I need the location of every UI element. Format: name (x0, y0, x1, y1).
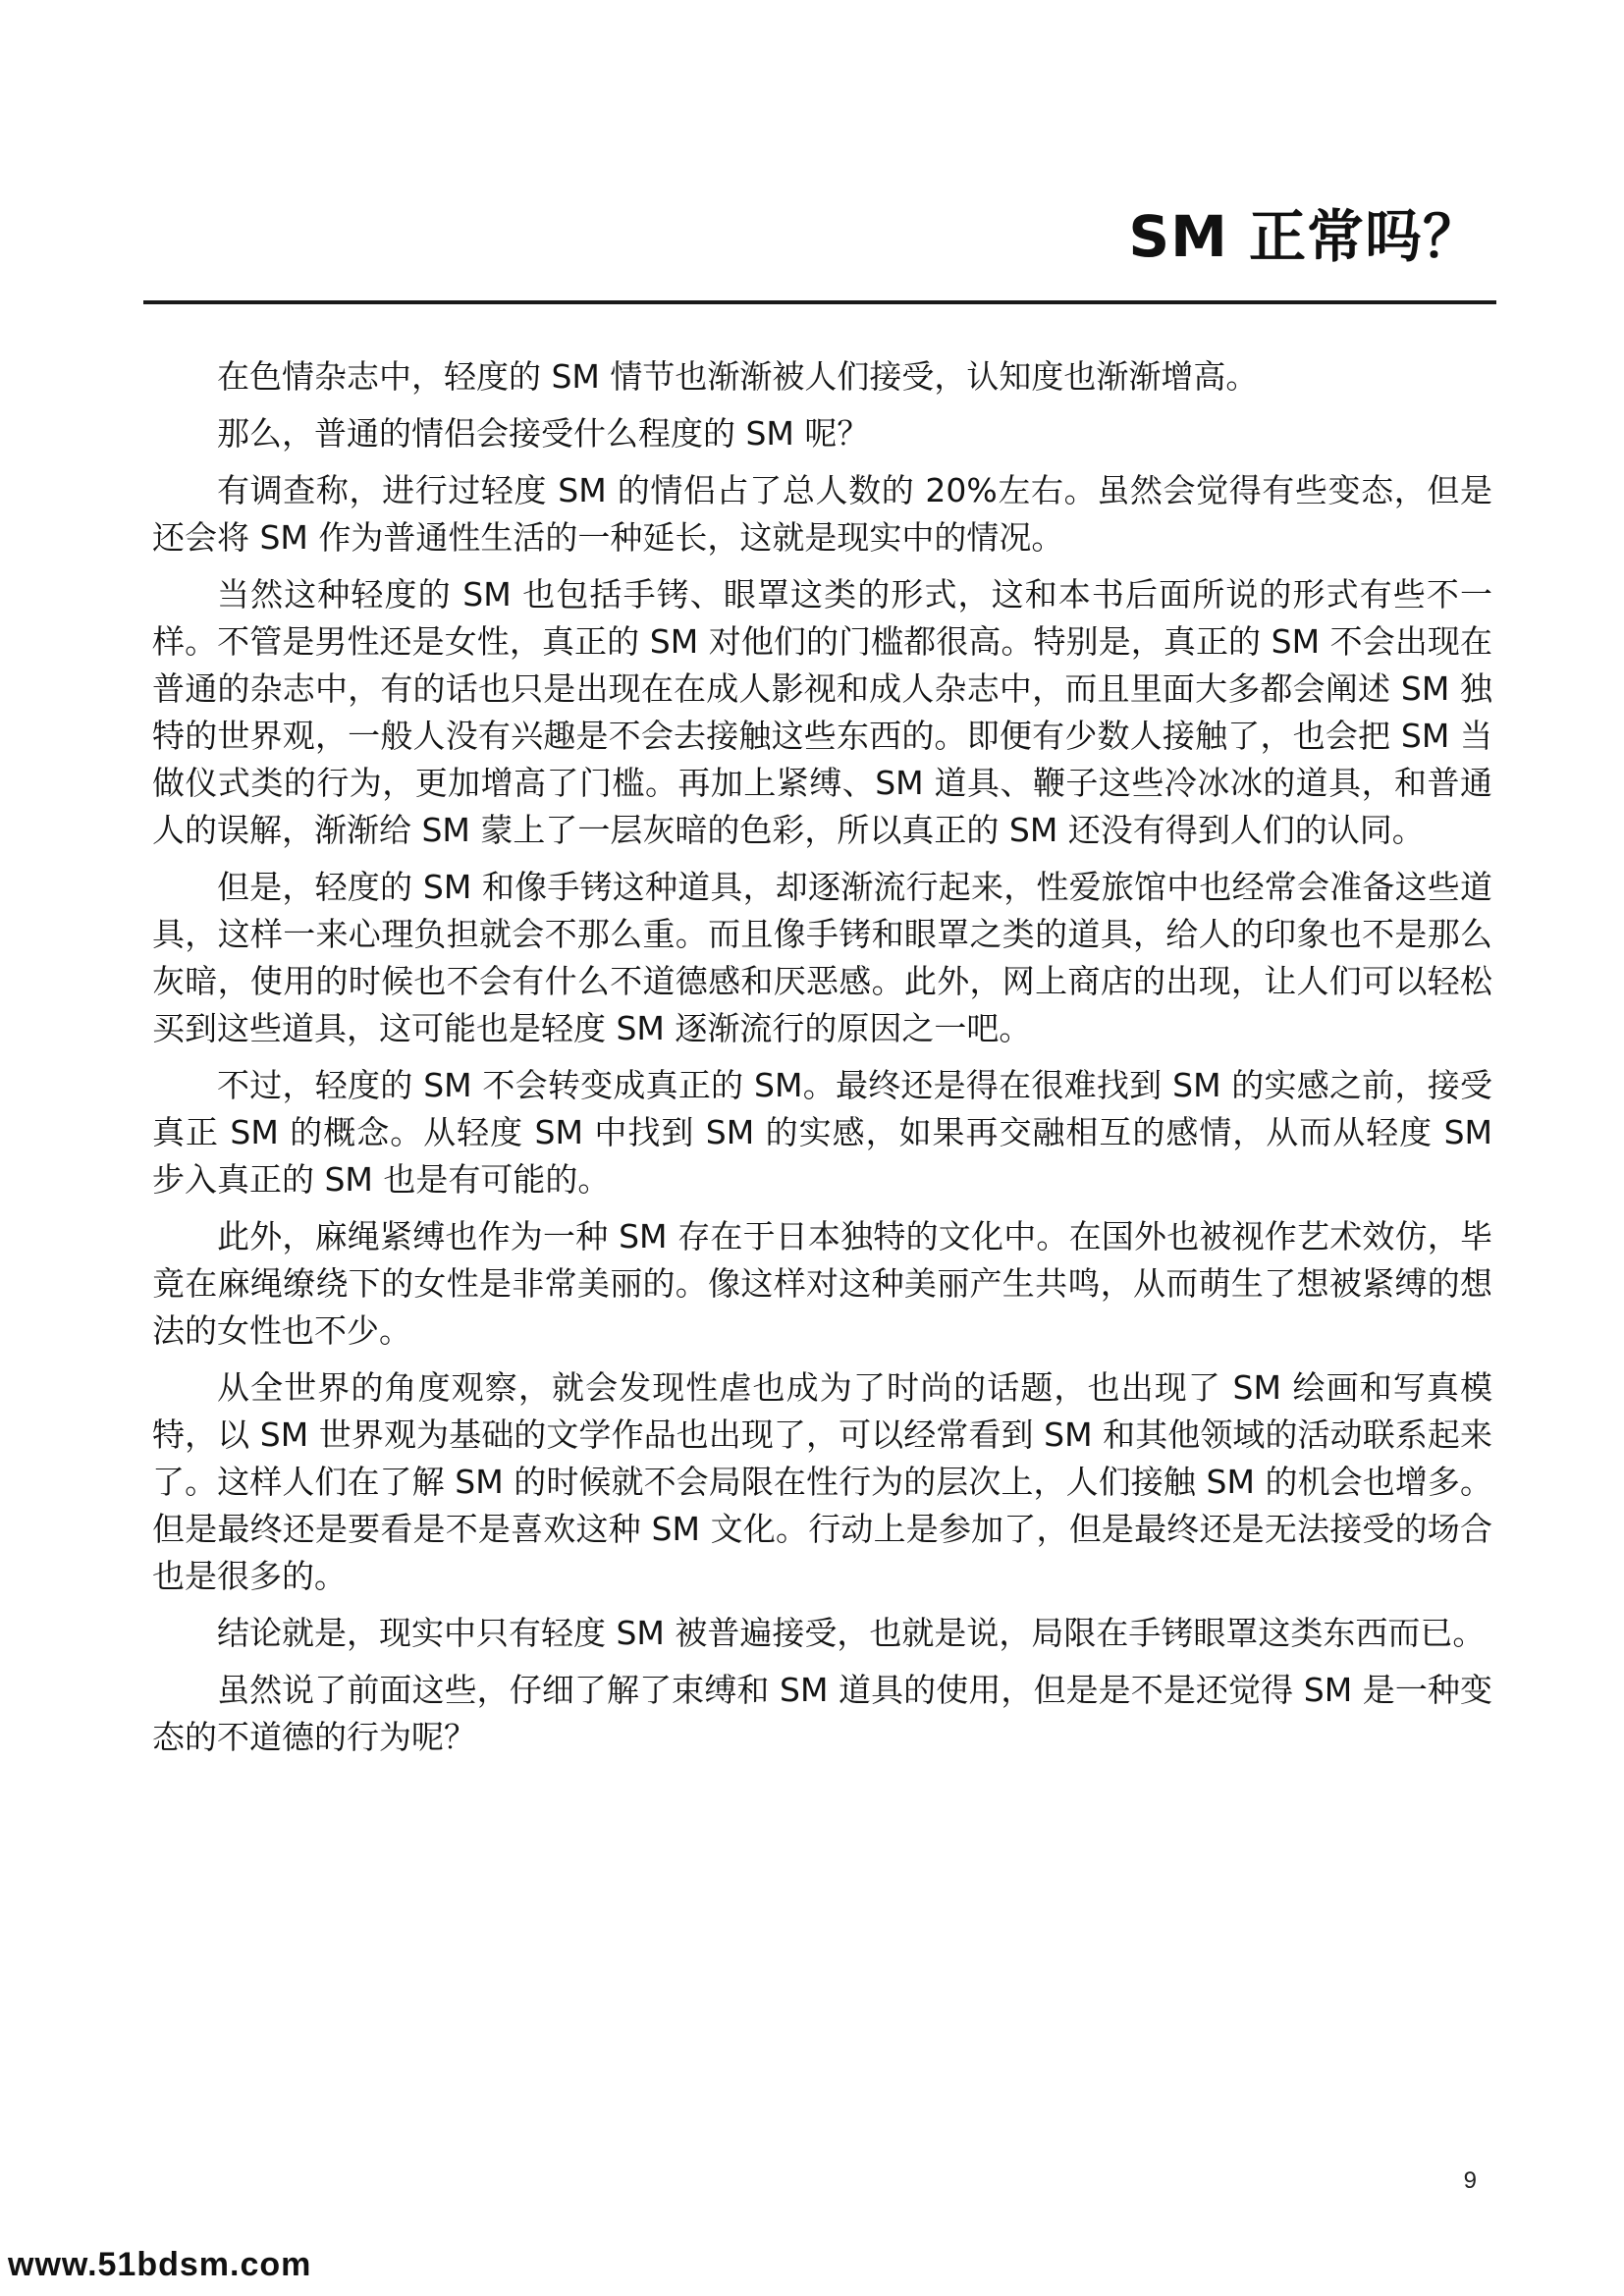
paragraph: 结论就是，现实中只有轻度 SM 被普遍接受，也就是说，局限在手铐眼罩这类东西而已。 (217, 1614, 1486, 1652)
paragraph: 那么，普通的情侣会接受什么程度的 SM 呢？ (217, 414, 870, 453)
page-number: 9 (1463, 2167, 1477, 2194)
paragraph: 在色情杂志中，轻度的 SM 情节也渐渐被人们接受，认知度也渐渐增高。 (217, 357, 1259, 396)
paragraph: 当然这种轻度的 SM 也包括手铐、眼罩这类的形式，这和本书后面所说的形式有些不一样。不管是男性还是女性，真正的 SM 对他们的门槛都很高。特别是，真正的 SM 不会出现在普通的杂志中，有的话也只是出现在在成人影视和成人杂志中，而且里面大多都会阐述 SM 独特的世界观，一般人没有兴趣是不会去接触这些东西的。即便有少数人接触了，也会把 SM 当做仪式类的行为，更加增高了门槛。再加上紧缚、SM 道具、鞭子这些冷冰冰的道具，和普通人的误解，渐渐给 SM 蒙上了一层灰暗的色彩，所以真正的 SM 还没有得到人们的认同。 (152, 575, 1492, 849)
page-title: SM 正常吗？ (1128, 203, 1481, 270)
paragraph: 从全世界的角度观察，就会发现性虐也成为了时尚的话题，也出现了 SM 绘画和写真模特，以 SM 世界观为基础的文学作品也出现了，可以经常看到 SM 和其他领域的活动联系起来了。这样人们在了解 SM 的时候就不会局限在性行为的层次上，人们接触 SM 的机会也增多。但是最终还是要看是不是喜欢这种 SM 文化。行动上是参加了，但是最终还是无法接受的场合也是很多的。 (152, 1368, 1492, 1595)
paragraph: 不过，轻度的 SM 不会转变成真正的 SM。最终还是得在很难找到 SM 的实感之前，接受真正 SM 的概念。从轻度 SM 中找到 SM 的实感，如果再交融相互的感情，从而从轻度 SM 步入真正的 SM 也是有可能的。 (152, 1066, 1492, 1199)
paragraph: 虽然说了前面这些，仔细了解了束缚和 SM 道具的使用，但是是不是还觉得 SM 是一种变态的不道德的行为呢？ (152, 1671, 1492, 1756)
body-text (152, 353, 1492, 1771)
watermark-url: www.51bdsm.com (8, 2246, 312, 2283)
paragraph: 此外，麻绳紧缚也作为一种 SM 存在于日本独特的文化中。在国外也被视作艺术效仿，毕竟在麻绳缭绕下的女性是非常美丽的。像这样对这种美丽产生共鸣，从而萌生了想被紧缚的想法的女性也不少。 (152, 1217, 1492, 1350)
title-divider (143, 300, 1496, 304)
paragraph: 有调查称，进行过轻度 SM 的情侣占了总人数的 20%左右。虽然会觉得有些变态，但是还会将 SM 作为普通性生活的一种延长，这就是现实中的情况。 (152, 471, 1492, 557)
paragraph: 但是，轻度的 SM 和像手铐这种道具，却逐渐流行起来，性爱旅馆中也经常会准备这些道具，这样一来心理负担就会不那么重。而且像手铐和眼罩之类的道具，给人的印象也不是那么灰暗，使用的时候也不会有什么不道德感和厌恶感。此外，网上商店的出现，让人们可以轻松买到这些道具，这可能也是轻度 SM 逐渐流行的原因之一吧。 (152, 868, 1492, 1047)
